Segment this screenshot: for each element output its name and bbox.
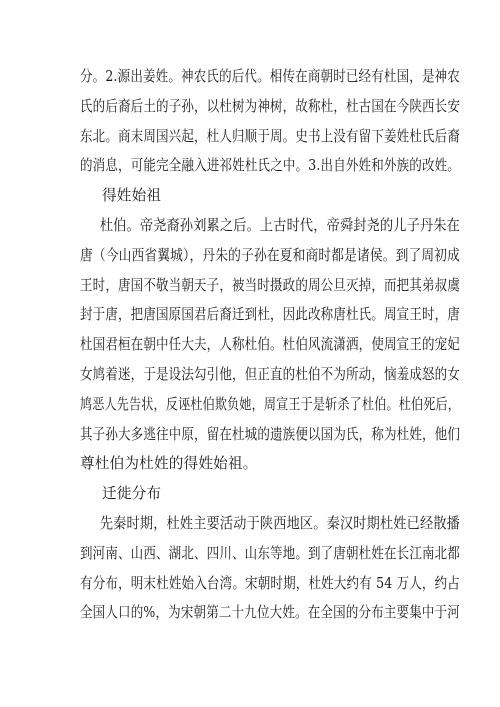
section-heading: 得姓始祖: [102, 187, 162, 205]
text-line: 杜伯。帝尧裔孙刘累之后。上古时代，帝舜封尧的儿子丹朱在: [99, 216, 461, 234]
text-line: 有分布，明末杜姓始入台湾。宋朝时期，杜姓大约有 54 万人，约占: [80, 574, 461, 592]
text-line: 尊杜伯为杜姓的得姓始祖。: [80, 455, 258, 473]
text-line: 分。2.源出姜姓。神农氏的后代。相传在商朝时已经有杜国，是神农: [80, 68, 461, 85]
text-line: 杜国君桓在朝中任大夫，人称杜伯。杜伯风流潇洒，使周宣王的宠妃: [80, 336, 461, 354]
text-line: 封于唐，把唐国原国君后裔迁到杜，因此改称唐杜氏。周宣王时，唐: [80, 306, 461, 324]
text-line: 女鸠着迷，于是设法勾引他，但正直的杜伯不为所动，恼羞成怒的女: [80, 365, 461, 383]
text-line: 鸠恶人先告状，反诬杜伯欺负她，周宣王于是斩杀了杜伯。杜伯死后，: [80, 395, 461, 413]
text-line: 到河南、山西、湖北、四川、山东等地。到了唐朝杜姓在长江南北都: [80, 544, 461, 562]
text-line: 唐（今山西省翼城），丹朱的子孙在夏和商时都是诸侯。到了周初成: [80, 246, 460, 264]
section-heading: 迁徙分布: [102, 485, 162, 503]
text-line: 王时，唐国不敬当朝天子，被当时摄政的周公旦灭掉，而把其弟叔虞: [80, 276, 461, 294]
text-line: 其子孙大多逃往中原，留在杜城的遗族便以国为氏，称为杜姓，他们: [80, 425, 461, 443]
text-line: 东北。商末周国兴起，杜人归顺于周。史书上没有留下姜姓杜氏后裔: [80, 127, 461, 145]
text-line: 全国人口的%，为宋朝第二十九位大姓。在全国的分布主要集中于河: [80, 604, 460, 622]
text-line: 先秦时期，杜姓主要活动于陕西地区。秦汉时期杜姓已经散播: [99, 514, 461, 532]
text-line: 氏的后裔后土的子孙，以杜树为神树，故称杜，杜古国在今陕西长安: [80, 97, 461, 115]
text-line: 的消息，可能完全融入进祁姓杜氏之中。3.出自外姓和外族的改姓。: [80, 157, 461, 175]
